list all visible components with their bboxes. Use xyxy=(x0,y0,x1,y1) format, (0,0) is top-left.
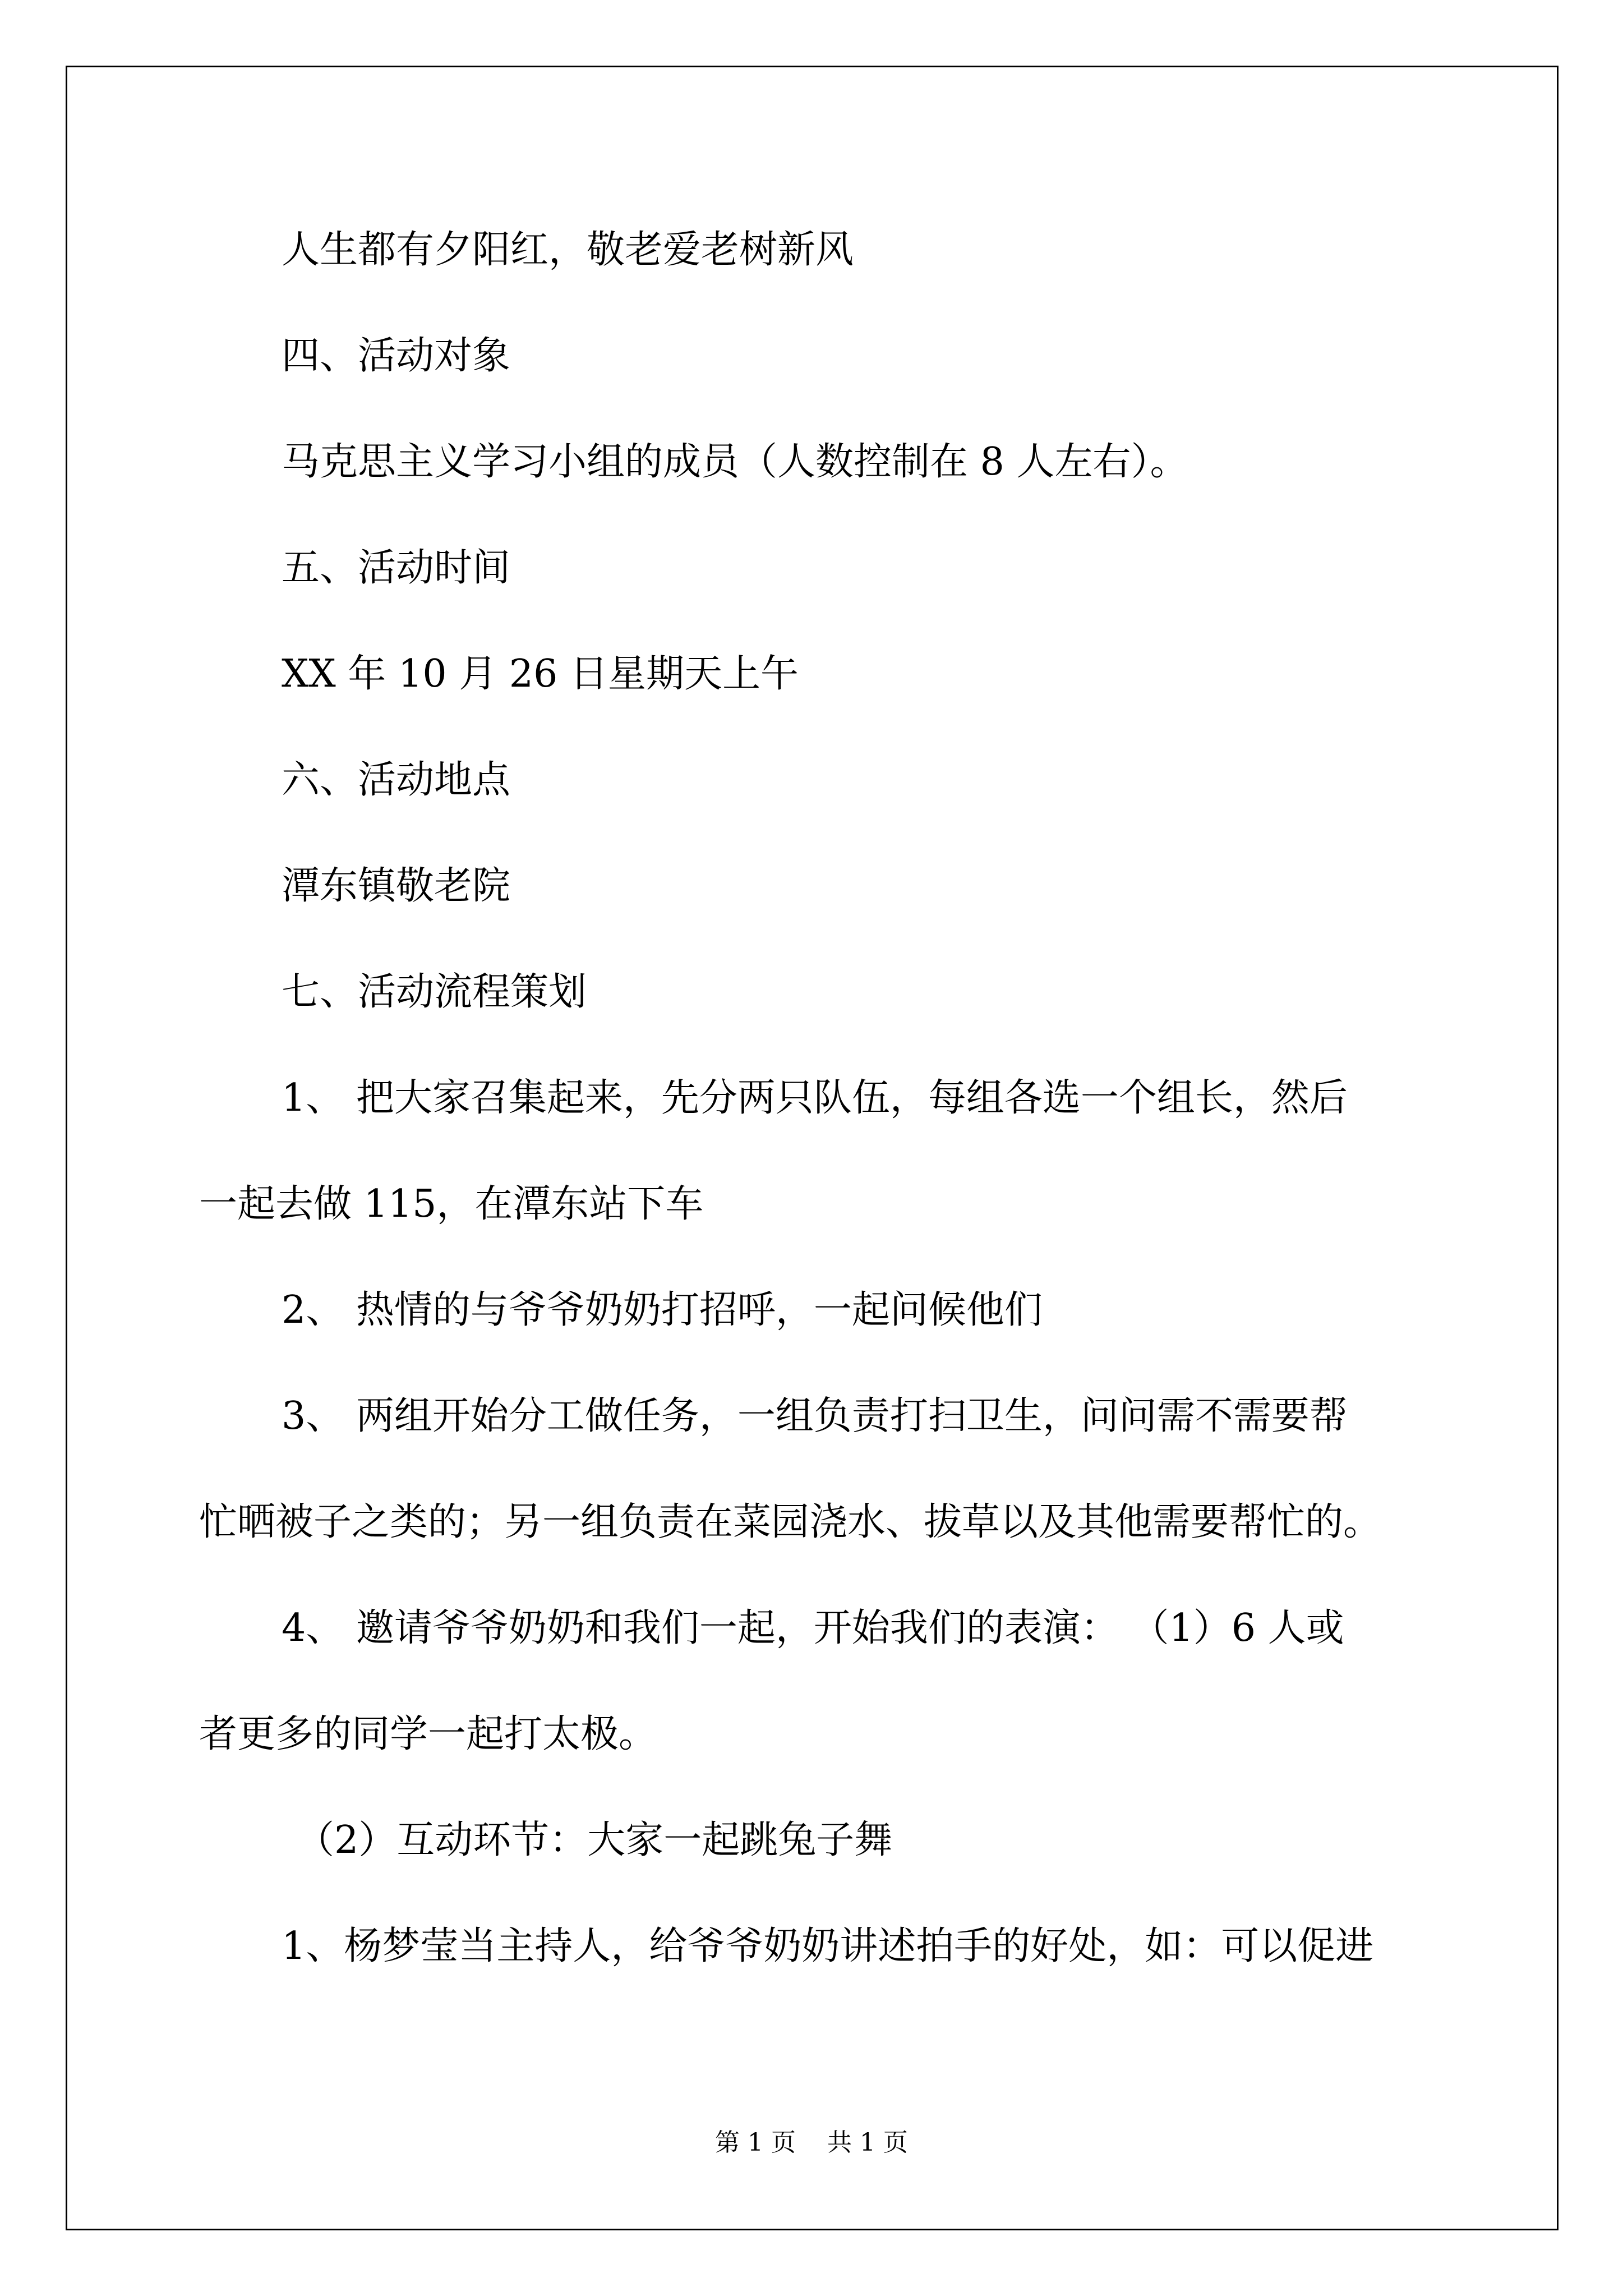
text-line-15: 者更多的同学一起打太极。 xyxy=(199,1712,657,1756)
text-line-11: 2、 热情的与爷爷奶奶打招呼，一起问候他们 xyxy=(282,1288,1043,1332)
page-footer: 第 1 页 共 1 页 xyxy=(715,2128,908,2157)
text-line-9: 1、 把大家召集起来，先分两只队伍，每组各选一个组长，然后 xyxy=(282,1076,1348,1120)
page-border xyxy=(66,66,1559,2230)
section-heading-activity-location: 六、活动地点 xyxy=(282,758,511,802)
text-line-14: 4、 邀请爷爷奶奶和我们一起，开始我们的表演： （1）6 人或 xyxy=(282,1606,1344,1650)
section-heading-activity-target: 四、活动对象 xyxy=(282,334,511,378)
text-line-12: 3、 两组开始分工做任务，一组负责打扫卫生，问问需不需要帮 xyxy=(282,1394,1348,1438)
text-line-5: XX 年 10 月 26 日星期天上午 xyxy=(282,652,799,696)
text-line-17: 1、杨梦莹当主持人，给爷爷奶奶讲述拍手的好处，如：可以促进 xyxy=(282,1924,1374,1968)
section-heading-activity-process: 七、活动流程策划 xyxy=(282,970,587,1014)
text-line-1: 人生都有夕阳红，敬老爱老树新风 xyxy=(282,228,854,272)
text-line-16: （2）互动环节：大家一起跳兔子舞 xyxy=(296,1818,893,1862)
section-heading-activity-time: 五、活动时间 xyxy=(282,546,511,590)
text-line-10: 一起去做 115，在潭东站下车 xyxy=(199,1182,704,1226)
text-line-3: 马克思主义学习小组的成员（人数控制在 8 人左右）。 xyxy=(282,440,1188,484)
text-line-7: 潭东镇敬老院 xyxy=(282,864,511,908)
text-line-13: 忙晒被子之类的；另一组负责在菜园浇水、拔草以及其他需要帮忙的。 xyxy=(199,1500,1382,1544)
